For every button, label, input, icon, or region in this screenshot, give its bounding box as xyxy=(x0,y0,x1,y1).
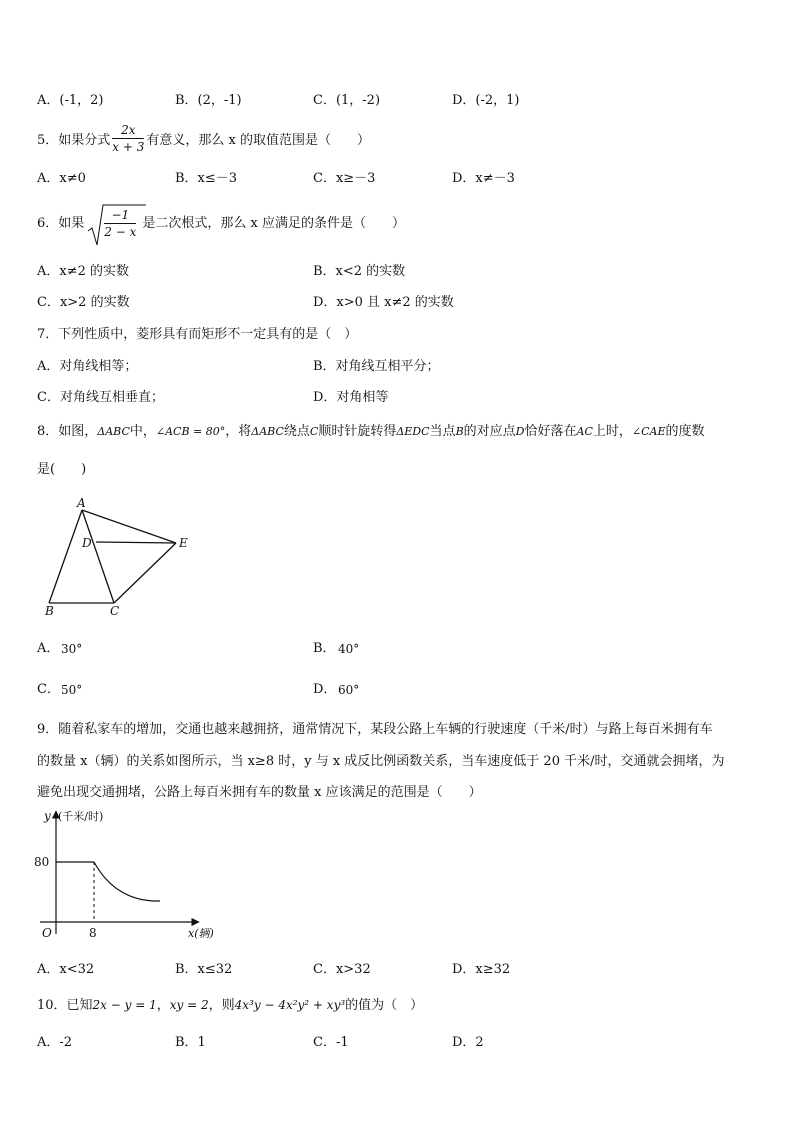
q10-option-a: A．-2 xyxy=(37,1035,73,1050)
q8-text-7: 的对应点 xyxy=(463,424,516,439)
graph-y-unit: (千米/时) xyxy=(58,810,104,823)
graph-origin: O xyxy=(42,926,52,940)
radical-sign-icon xyxy=(86,203,148,249)
q10-option-c: C．-1 xyxy=(313,1035,349,1050)
q8-math-4: C xyxy=(309,425,319,438)
q10-option-b: B．1 xyxy=(175,1035,206,1050)
q4-option-b: B．(2，-1) xyxy=(175,93,242,108)
q8-math-5: ΔEDC xyxy=(396,425,430,438)
q9-option-a: A．x<32 xyxy=(37,962,95,977)
label-e: E xyxy=(179,536,188,550)
q7-stem: 7．下列性质中，菱形具有而矩形不一定具有的是（ ） xyxy=(37,327,358,342)
q8-text-10: 的度数 xyxy=(665,424,705,439)
q6-option-d: D．x>0 且 x≠2 的实数 xyxy=(313,295,454,310)
q8-math-1: ΔABC xyxy=(97,425,130,438)
q10-math-2: xy = 2 xyxy=(169,998,209,1012)
q8-text-4: 绕点 xyxy=(283,424,310,439)
q8-math-7: D xyxy=(515,425,525,438)
segment-ab xyxy=(49,510,82,603)
segment-de xyxy=(96,542,176,543)
q9-line3: 避免出现交通拥堵，公路上每百米拥有车的数量 x 应该满足的范围是（ ） xyxy=(37,785,482,800)
segment-ec xyxy=(114,543,176,603)
q6-frac-denominator: 2 − x xyxy=(104,224,137,239)
q8-math-3: ΔABC xyxy=(251,425,284,438)
q8-option-a-value: 30° xyxy=(61,642,83,656)
q8-triangle-figure xyxy=(40,496,200,618)
q8-option-d xyxy=(313,678,336,697)
q5-option-b: B．x≤－3 xyxy=(175,171,238,186)
q8-math-2: ∠ACB = 80° xyxy=(155,425,226,438)
q8-option-a-letter: A． xyxy=(37,641,60,656)
q7-option-c: C．对角线互相垂直； xyxy=(37,390,164,405)
q6-stem xyxy=(37,198,405,244)
q10-text-4: 的值为（ ） xyxy=(345,998,424,1013)
label-d: D xyxy=(82,536,92,550)
q7-option-d: D．对角相等 xyxy=(313,390,389,405)
q10-text-3: ，则 xyxy=(208,998,235,1013)
q9-option-c: C．x>32 xyxy=(313,962,371,977)
q8-text-5: 顺时针旋转得 xyxy=(318,424,397,439)
label-a: A xyxy=(77,496,86,510)
q5-suffix: 有意义，那么 x 的取值范围是（ ） xyxy=(146,132,370,148)
q8-stem-line1 xyxy=(37,420,705,439)
q8-text-2: 中， xyxy=(129,424,156,439)
q5-prefix: 5．如果分式 xyxy=(37,132,111,148)
q8-math-6: B xyxy=(455,425,464,438)
q8-text-3: ，将 xyxy=(225,424,252,439)
q8-option-a xyxy=(37,637,59,656)
graph-y-label: y xyxy=(44,809,51,823)
q7-option-a: A．对角线相等； xyxy=(37,359,138,374)
q8-option-c-value: 50° xyxy=(61,683,83,697)
q4-option-c: C．(1，-2) xyxy=(313,93,381,108)
q6-option-b: B．x<2 的实数 xyxy=(313,264,406,279)
q10-text-1: 10．已知 xyxy=(37,998,93,1013)
q5-option-c: C．x≥－3 xyxy=(313,171,376,186)
q6-suffix: 是二次根式，那么 x 应满足的条件是（ ） xyxy=(142,215,405,231)
q8-text-8: 恰好落在 xyxy=(524,424,577,439)
q7-option-b: B．对角线互相平分； xyxy=(313,359,440,374)
graph-y-tick: 80 xyxy=(34,855,50,869)
label-b: B xyxy=(45,604,54,618)
q5-option-d: D．x≠－3 xyxy=(452,171,515,186)
q9-line2: 的数量 x（辆）的关系如图所示，当 x≥8 时，y 与 x 成反比例函数关系，当车速度低于 20 千米/时，交通就会拥堵，为 xyxy=(37,754,725,769)
label-c: C xyxy=(110,604,120,618)
q8-option-d-letter: D． xyxy=(313,682,337,697)
q10-text-2: ， xyxy=(156,998,170,1013)
q6-frac-numerator: −1 xyxy=(104,207,136,224)
q10-stem xyxy=(37,994,423,1013)
q8-option-b xyxy=(313,637,336,656)
q5-option-a: A．x≠0 xyxy=(37,171,86,186)
graph-x-label: x(辆) xyxy=(188,927,214,940)
q8-option-b-value: 40° xyxy=(338,642,360,656)
q5-frac-numerator: 2x xyxy=(112,122,144,139)
q8-option-b-letter: B． xyxy=(313,641,336,656)
q8-stem-line2: 是( ) xyxy=(37,462,87,477)
segment-ac xyxy=(82,510,114,603)
q6-radical xyxy=(100,203,140,240)
inverse-proportion-curve xyxy=(94,862,160,901)
q8-math-8: AC xyxy=(576,425,593,438)
q6-option-a: A．x≠2 的实数 xyxy=(37,264,130,279)
q10-math-1: 2x − y = 1 xyxy=(92,998,157,1012)
q8-option-c xyxy=(37,678,60,697)
q8-option-c-letter: C． xyxy=(37,682,60,697)
q4-option-d: D．(-2，1) xyxy=(452,93,520,108)
q9-option-d: D．x≥32 xyxy=(452,962,511,977)
q4-option-a: A．(-1，2) xyxy=(37,93,104,108)
q9-line1: 9．随着私家车的增加，交通也越来越拥挤，通常情况下，某段公路上车辆的行驶速度（千米/时）与路上每百米拥有车 xyxy=(37,722,713,737)
q5-stem xyxy=(37,118,370,158)
q8-text-1: 8．如图， xyxy=(37,424,98,439)
q5-fraction xyxy=(112,122,144,155)
q5-frac-denominator: x + 3 xyxy=(112,139,145,154)
segment-ae xyxy=(82,510,176,543)
graph-x-tick: 8 xyxy=(89,926,97,940)
q9-speed-graph xyxy=(30,806,230,946)
q8-text-6: 当点 xyxy=(429,424,456,439)
q10-math-3: 4x³y − 4x²y² + xy³ xyxy=(234,998,346,1012)
q9-option-b: B．x≤32 xyxy=(175,962,233,977)
q6-prefix: 6．如果 xyxy=(37,215,85,231)
q8-math-9: ∠CAE xyxy=(631,425,666,438)
q8-text-9: 上时， xyxy=(592,424,632,439)
q6-option-c: C．x>2 的实数 xyxy=(37,295,130,310)
q10-option-d: D．2 xyxy=(452,1035,484,1050)
q8-option-d-value: 60° xyxy=(338,683,360,697)
